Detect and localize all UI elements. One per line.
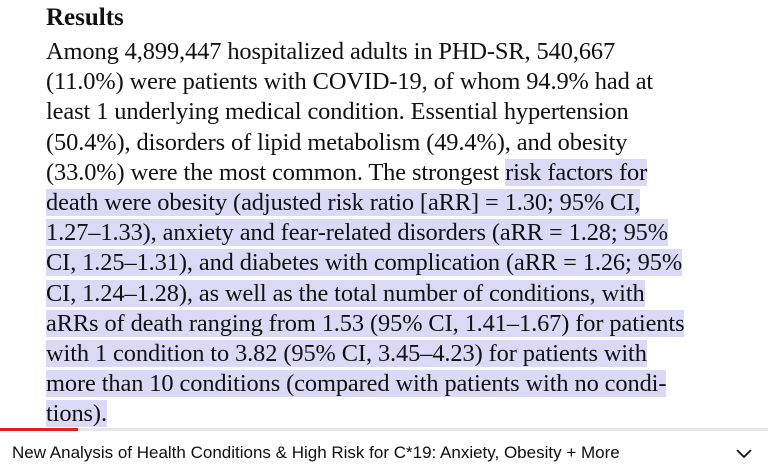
results-heading: Results	[46, 4, 124, 31]
chevron-down-icon[interactable]	[734, 443, 754, 463]
paragraph-line	[46, 279, 645, 309]
line-text: (11.0%) were patients with COVID-19, of whom 94.9% had at	[46, 68, 654, 96]
highlighted-text: tions).	[46, 400, 107, 428]
line-text: (50.4%), disorders of lipid metabolism (49.4%), and obesity	[46, 128, 628, 156]
highlighted-text: CI, 1.25–1.31), and diabetes with complication (aRR = 1.26; 95%	[46, 249, 683, 277]
line-text: (33.0%) were the most common. The strongest	[46, 158, 506, 186]
paragraph-line	[46, 188, 640, 218]
highlighted-text: CI, 1.24–1.28), as well as the total number of conditions, with	[46, 279, 645, 307]
paragraph-line	[46, 97, 629, 127]
line-text: least 1 underlying medical condition. Essential hypertension	[46, 98, 629, 126]
paragraph-line	[46, 67, 653, 97]
paragraph-line	[46, 309, 684, 339]
highlighted-text: with 1 condition to 3.82 (95% CI, 3.45–4.23) for patients with	[46, 340, 647, 367]
paragraph-line	[46, 248, 682, 278]
paragraph-line	[46, 399, 107, 428]
paragraph-line	[46, 218, 668, 248]
highlighted-text: risk factors for	[505, 158, 648, 186]
highlighted-text: aRRs of death ranging from 1.53 (95% CI, 1.41–1.67) for patients	[46, 309, 685, 337]
paragraph-line	[46, 158, 647, 188]
paragraph-line	[46, 369, 666, 399]
line-text: Among 4,899,447 hospitalized adults in PHD-SR, 540,667	[46, 38, 616, 65]
video-title-bar	[0, 431, 768, 473]
highlighted-text: 1.27–1.33), anxiety and fear-related disorders (aRR = 1.28; 95%	[46, 219, 668, 247]
paragraph-line	[46, 339, 647, 369]
highlighted-text: death were obesity (adjusted risk ratio [aRR] = 1.30; 95% CI,	[46, 189, 641, 216]
highlighted-text: more than 10 conditions (compared with patients with no condi-	[46, 370, 667, 398]
paragraph-line	[46, 37, 615, 67]
paragraph-line	[46, 128, 627, 158]
video-title: New Analysis of Health Conditions & High Risk for C*19: Anxiety, Obesity + More	[12, 443, 620, 462]
